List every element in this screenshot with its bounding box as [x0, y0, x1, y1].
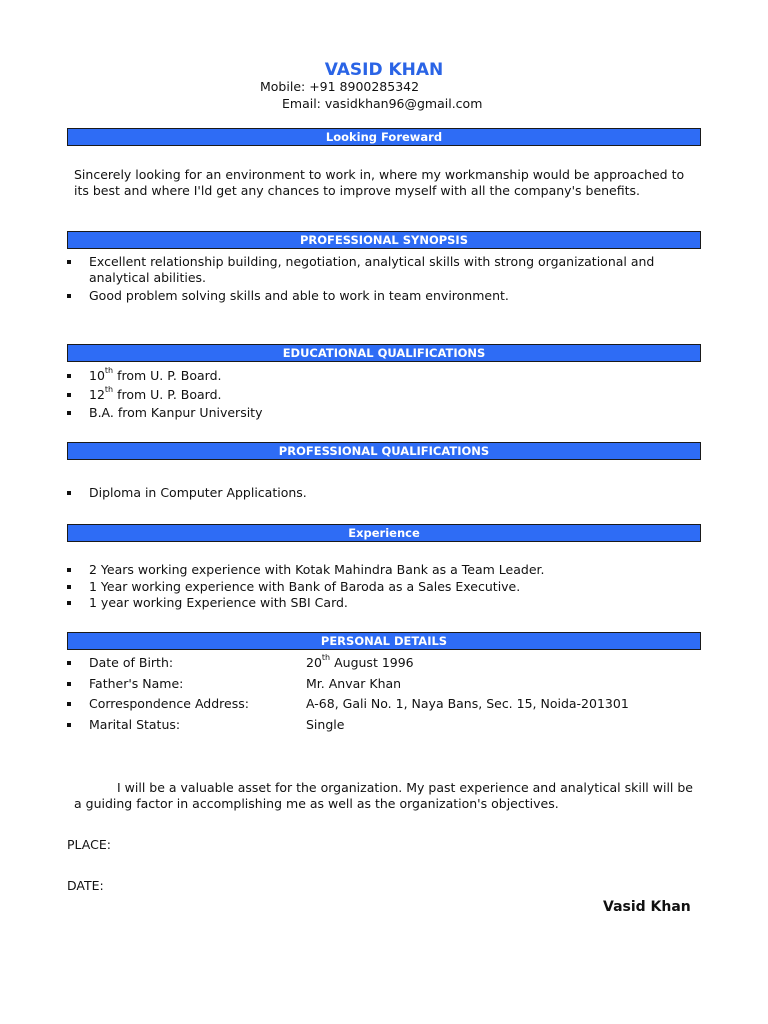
closing-paragraph: I will be a valuable asset for the organization. My past experience and analytical skill will be a guiding factor in accomplishing me as well as the organization's objectives.: [74, 780, 693, 811]
address-value: A-68, Gali No. 1, Naya Bans, Sec. 15, Noida-201301: [306, 696, 629, 711]
date-label: DATE:: [67, 878, 104, 893]
list-item: 2 Years working experience with Kotak Mahindra Bank as a Team Leader.: [66, 562, 706, 578]
list-item: 10th from U. P. Board.: [66, 368, 706, 384]
list-item: 1 Year working experience with Bank of Baroda as a Sales Executive.: [66, 579, 706, 595]
mobile-number: Mobile: +91 8900285342: [260, 79, 420, 94]
section-header-educational-qualifications: EDUCATIONAL QUALIFICATIONS: [67, 344, 701, 362]
candidate-name: VASID KHAN: [324, 60, 444, 80]
professional-qualifications-list: [66, 485, 706, 501]
list-item: [66, 655, 706, 671]
list-item: [66, 676, 706, 692]
list-item: B.A. from Kanpur University: [66, 405, 706, 421]
dob-label: Date of Birth:: [89, 655, 174, 670]
experience-list: [66, 562, 706, 611]
place-label: PLACE:: [67, 837, 111, 852]
list-item: Diploma in Computer Applications.: [66, 485, 706, 501]
education-list: [66, 368, 706, 421]
section-header-experience: Experience: [67, 524, 701, 542]
list-item: [66, 696, 706, 712]
email-address: Email: vasidkhan96@gmail.com: [282, 96, 483, 111]
father-name-value: Mr. Anvar Khan: [306, 675, 402, 691]
objective-paragraph: Sincerely looking for an environment to work in, where my workmanship would be approached to its best and where I'ld get any chances to improve myself with all the company's benefits.: [74, 167, 685, 198]
list-item: [66, 717, 706, 733]
list-item: 1 year working Experience with SBI Card.: [66, 595, 706, 611]
address-label: Correspondence Address:: [89, 696, 249, 711]
list-item: 12th from U. P. Board.: [66, 387, 706, 403]
synopsis-list: [66, 254, 706, 304]
dob-value: 20th August 1996: [306, 653, 414, 670]
section-header-looking-forward: Looking Foreward: [67, 128, 701, 146]
marital-status-value: Single: [306, 716, 345, 732]
marital-status-label: Marital Status:: [89, 716, 181, 732]
signature-name: Vasid Khan: [603, 899, 691, 915]
personal-details-list: [66, 655, 706, 732]
section-header-professional-qualifications: PROFESSIONAL QUALIFICATIONS: [67, 442, 701, 460]
list-item: Excellent relationship building, negotiation, analytical skills with strong organizational and analytical abilities.: [66, 254, 706, 285]
section-header-professional-synopsis: PROFESSIONAL SYNOPSIS: [67, 231, 701, 249]
list-item: Good problem solving skills and able to work in team environment.: [66, 288, 706, 304]
section-header-personal-details: PERSONAL DETAILS: [67, 632, 701, 650]
father-name-label: Father's Name:: [89, 675, 184, 691]
